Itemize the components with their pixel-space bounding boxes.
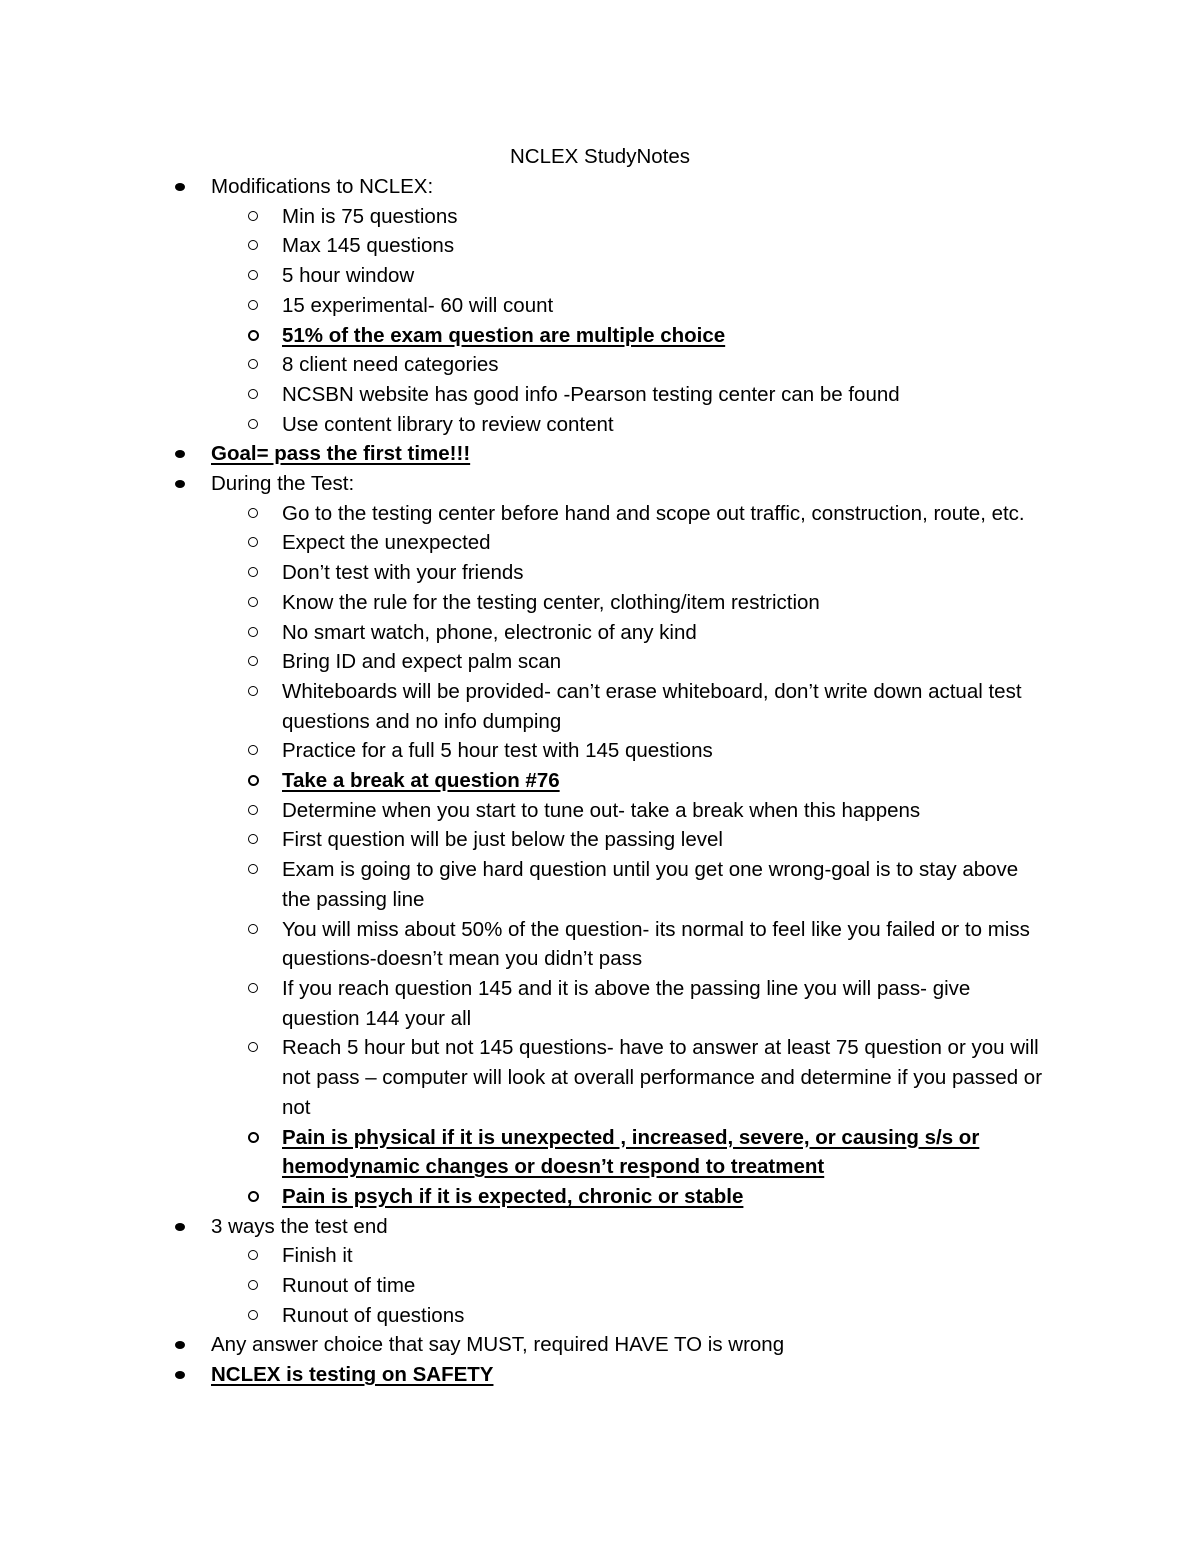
bullet-icon <box>175 1341 185 1349</box>
circle-bullet-icon <box>248 805 258 815</box>
list-item-emphasis: Goal= pass the first time!!! <box>0 439 1051 469</box>
sub-list-item: Runout of questions <box>0 1301 1052 1331</box>
circle-bullet-icon <box>248 745 258 755</box>
circle-bullet-icon <box>248 419 258 429</box>
circle-bullet-icon <box>248 924 258 934</box>
circle-bullet-icon <box>248 537 258 547</box>
circle-bullet-icon <box>248 1191 259 1202</box>
sub-list-item: If you reach question 145 and it is above the passing line you will pass- give question 144 your all <box>0 974 1052 1033</box>
circle-bullet-icon <box>248 567 258 577</box>
circle-bullet-icon <box>248 300 258 310</box>
sub-list-item: Runout of time <box>0 1271 1052 1301</box>
sub-list-item-emphasis: Take a break at question #76 <box>0 766 1052 796</box>
sub-list-item: Determine when you start to tune out- take a break when this happens <box>0 796 1052 826</box>
circle-bullet-icon <box>248 270 258 280</box>
sub-list-item: NCSBN website has good info -Pearson testing center can be found <box>0 380 1052 410</box>
sub-list-item-emphasis: Pain is physical if it is unexpected , increased, severe, or causing s/s or hemodynamic changes or doesn’t respond to treatment <box>0 1123 1052 1182</box>
circle-bullet-icon <box>248 211 258 221</box>
circle-bullet-icon <box>248 1280 258 1290</box>
circle-bullet-icon <box>248 508 258 518</box>
circle-bullet-icon <box>248 627 258 637</box>
circle-bullet-icon <box>248 1310 258 1320</box>
bullet-icon <box>175 1371 185 1379</box>
list-item: During the Test: <box>0 469 1051 499</box>
list-item-emphasis: NCLEX is testing on SAFETY <box>0 1360 1051 1390</box>
circle-bullet-icon <box>248 389 258 399</box>
sub-list-item: Min is 75 questions <box>0 202 1052 232</box>
list-item: Any answer choice that say MUST, required HAVE TO is wrong <box>0 1330 1051 1360</box>
notes-list <box>0 172 1200 1390</box>
sub-list-item: 8 client need categories <box>0 350 1052 380</box>
circle-bullet-icon <box>248 775 259 786</box>
list-item: 3 ways the test end <box>0 1212 1051 1242</box>
sub-list-item: 5 hour window <box>0 261 1052 291</box>
sub-list-item-emphasis: 51% of the exam question are multiple choice <box>0 321 1052 351</box>
sub-list-item: Practice for a full 5 hour test with 145 questions <box>0 736 1052 766</box>
sub-list-item: Expect the unexpected <box>0 528 1052 558</box>
circle-bullet-icon <box>248 240 258 250</box>
sub-list-item: Exam is going to give hard question until you get one wrong-goal is to stay above the passing line <box>0 855 1052 914</box>
sub-list-item: Don’t test with your friends <box>0 558 1052 588</box>
circle-bullet-icon <box>248 1250 258 1260</box>
document-title: NCLEX StudyNotes <box>509 145 691 168</box>
bullet-icon <box>175 450 185 458</box>
circle-bullet-icon <box>248 656 258 666</box>
circle-bullet-icon <box>248 359 258 369</box>
sub-list-item: Know the rule for the testing center, clothing/item restriction <box>0 588 1052 618</box>
circle-bullet-icon <box>248 686 258 696</box>
bullet-icon <box>175 183 185 191</box>
sub-list-item: Reach 5 hour but not 145 questions- have to answer at least 75 question or you will not pass – computer will look at overall performance and determine if you passed or not <box>0 1033 1052 1122</box>
sub-list-item: Bring ID and expect palm scan <box>0 647 1052 677</box>
circle-bullet-icon <box>248 983 258 993</box>
circle-bullet-icon <box>248 330 259 341</box>
circle-bullet-icon <box>248 1132 259 1143</box>
sub-list-item: You will miss about 50% of the question- its normal to feel like you failed or to miss questions-doesn’t mean you didn’t pass <box>0 915 1052 974</box>
bullet-icon <box>175 480 185 488</box>
circle-bullet-icon <box>248 1042 258 1052</box>
sub-list-item: First question will be just below the passing level <box>0 825 1052 855</box>
sub-list-item: No smart watch, phone, electronic of any kind <box>0 618 1052 648</box>
list-item: Modifications to NCLEX: <box>0 172 1051 202</box>
sub-list-item: Finish it <box>0 1241 1052 1271</box>
circle-bullet-icon <box>248 864 258 874</box>
sub-list-item: Use content library to review content <box>0 410 1052 440</box>
bullet-icon <box>175 1223 185 1231</box>
circle-bullet-icon <box>248 597 258 607</box>
circle-bullet-icon <box>248 834 258 844</box>
sub-list-item: Max 145 questions <box>0 231 1052 261</box>
sub-list-item-emphasis: Pain is psych if it is expected, chronic or stable <box>0 1182 1052 1212</box>
sub-list-item: Whiteboards will be provided- can’t erase whiteboard, don’t write down actual test questions and no info dumping <box>0 677 1052 736</box>
sub-list-item: Go to the testing center before hand and scope out traffic, construction, route, etc. <box>0 499 1052 529</box>
sub-list-item: 15 experimental- 60 will count <box>0 291 1052 321</box>
